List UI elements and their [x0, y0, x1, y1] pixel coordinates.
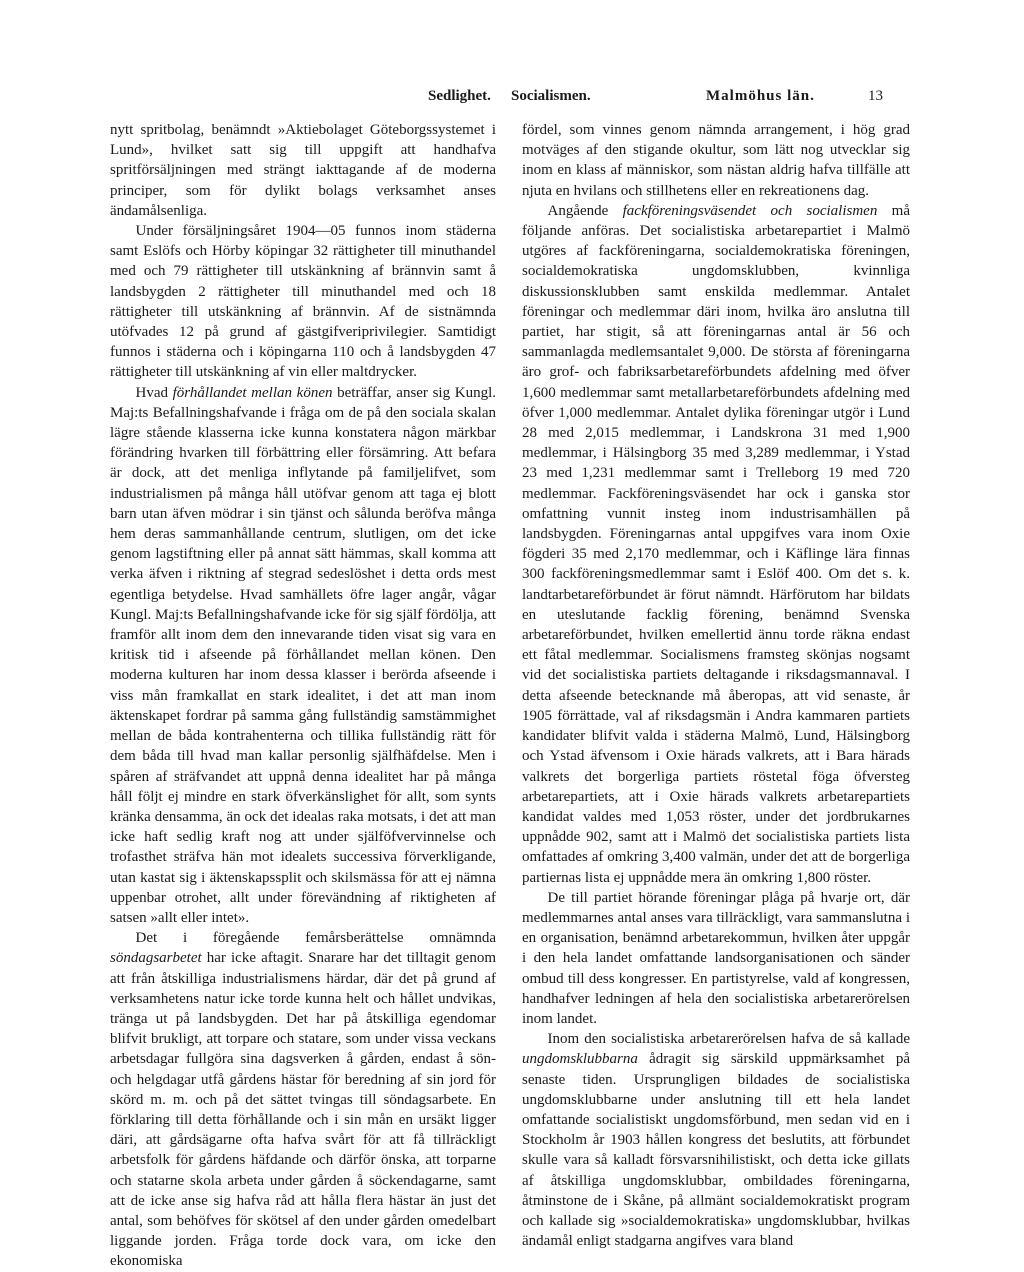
paragraph-ungdomsklubbarna [522, 1029, 910, 1251]
paragraph-text: Angående [547, 202, 623, 219]
paragraph-forsaljningsaret: Under försäljningsåret 1904—05 funnos inom städerna samt Eslöfs och Hörby köpingar 32 rättigheter till minuthandel med och 79 rättigheter till utskänkning af brännvin samt å landsbygden 2 rättigheter till minuthandel med och 18 rättigheter till utskänkning af brännvin. Af de sistnämnda utöfvades 12 på grund af gästgifveriprivilegier. Samtidigt funnos i städerna och i köpingarna 110 och å landsbygden 47 rättigheter till utskänkning af vin eller maltdrycker. [110, 223, 496, 381]
paragraph-forhallandet-mellan-konen [110, 383, 496, 928]
paragraph-text: Hvad [135, 384, 173, 401]
paragraph-text: Det i föregående femårsberättelse omnämnda [135, 930, 496, 947]
emphasized-phrase: fackföreningsväsendet och socialismen [622, 202, 878, 219]
right-column [522, 120, 910, 1251]
page-number: 13 [868, 88, 883, 104]
header-keyword-socialismen: Socialismen. [511, 88, 591, 104]
header-keyword-sedlighet: Sedlighet. [428, 88, 491, 104]
paragraph-text: Inom den socialistiska arbetarerörelsen hafva de så kallade [547, 1031, 910, 1048]
paragraph-fordel: fördel, som vinnes genom nämnda arrangement, i hög grad motväges af den stigande okultur, som lätt nog utvecklar sig inom en klass af människor, som nästan aldrig hafva tillfälle att njuta en hvilans och stillhetens eller en rekreationens dag. [522, 122, 910, 199]
emphasized-phrase: förhållandet mellan könen [172, 384, 333, 401]
running-header [0, 88, 1024, 112]
header-region: Malmöhus län. [706, 88, 815, 104]
paragraph-arbetarekommun: De till partiet hörande föreningar plåga på hvarje ort, där medlemmarnes antal anses vara tillräckligt, vara sammanslutna i en organisation, benämnd arbetarekommun, hvilken åter uppgår i den hela landet omfattande landsorganisationen och sänder ombud till dess kongresser. En partistyrelse, vald af kongressen, handhafver ledningen af hela den socialistiska arbetarerörelsen inom landet. [522, 889, 910, 1027]
paragraph-text: har icke aftagit. Snarare har det tilltagit genom att från åtskilliga industrialismens härdar, där det på grund af verksamhetens natur icke torde kunna helt och hållet undvikas, tränga ut på landsbygden. Det har på åtskilliga egendomar blifvit brukligt, att torpare och statare, som under vissa veckans arbetsdagar fullgöra sina dagsverken å gården, endast å sön- och helgdagar utfå gårdens hästar för beredning af sin jord för skörd m. m. och på det sättet tvingas till söndagsarbete. En förklaring till detta förhållande och i sin mån en ursäkt ligger däri, att gårdsägarne ofta hafva svårt för att få tillräckligt arbetsfolk för gårdens häfdande och därför önska, att torparne och statarne skola arbeta under gården å söckendagarne, samt att de icke anse sig hafva råd att hålla flera hästar än just det antal, som behöfves för skötsel af den under gården omedelbart liggande jorden. Fråga torde dock vara, om icke den ekonomiska [110, 950, 496, 1270]
paragraph-spritbolag: nytt spritbolag, benämndt »Aktiebolaget Göteborgssystemet i Lund», hvilket satt sig till uppgift att handhafva spritförsäljningen med strängt iakttagande af de moderna principer, som för dylikt bolags verksamhet anses ändamålsenliga. [110, 122, 496, 219]
paragraph-fackforeningsvasendet [522, 201, 910, 888]
emphasized-phrase: ungdomsklubbarna [522, 1051, 638, 1068]
paragraph-sondagsarbetet [110, 928, 496, 1271]
paragraph-text: må följande anföras. Det socialistiska arbetarepartiet i Malmö utgöres af fackföreningarna, socialdemokratiska föreningen, socialdemokratiska ungdomsklubben, kvinnliga diskussionsklubben samt enskilda medlemmar. Antalet föreningar och medlemmar däri inom, hvilka äro anslutna till partiet, har stigit, så att föreningarnas antal är 56 och sammanlagda medlemsantalet 9,000. De största af föreningarna äro grof- och fabriksarbetareförbundets afdelning med öfver 1,600 medlemmar samt metallarbetareförbundets afdelning med öfver 1,000 medlemmar. Antalet dylika föreningar utgör i Lund 28 med 2,015 medlemmar, i Landskrona 31 med 1,900 medlemmar, i Hälsingborg 35 med 3,289 medlemmar, i Ystad 23 med 1,231 medlemmar samt i Trelleborg 19 med 720 medlemmar. Fackföreningsväsendet har ock i ganska stor omfattning vunnit insteg inom industrisamhällen på landsbygden. Föreningarnas antal uppgifves vara inom Oxie fögderi 35 med 2,170 medlemmar, och i Käflinge lära finnas 300 fackföreningsmedlemmar samt i Eslöf 400. Om det s. k. landtarbetareförbundet är förut nämndt. Härförutom har bildats en uteslutande facklig förening, benämnd Svenska arbetareförbundet, hvilken emellertid ännu torde räkna endast ett fåtal medlemmar. Socialismens framsteg skönjas nogsamt vid det socialistiska partiets deltagande i riksdagsmannaval. I detta afseende betecknande må åberopas, att vid senaste, år 1905 förrättade, val af riksdagsmän i Andra kammaren partiets kandidater blifvit valda i städerna Malmö, Lund, Hälsingborg och Ystad äfvensom i Oxie härads valkrets, att i Bara härads valkrets det borgerliga partiets röstetal föga öfversteg arbetarepartiets, att i Oxie härads valkrets arbetarepartiets kandidat valdes med 1,053 röster, under det jordbrukarnes uppnådde 902, samt att i Malmö det socialistiska partiets lista omfattades af omkring 3,400 valmän, under det att de borgerliga partiernas lista ej uppnådde mera än omkring 1,800 röster. [522, 202, 910, 886]
paragraph-text: beträffar, anser sig Kungl. Maj:ts Befallningshafvande i fråga om de på den sociala skalan lägre stående klasserna icke kunna konstatera någon märkbar förändring hvarken till förbättring eller försämring. Att befara är dock, att det menliga inflytande på familjelifvet, som industrialismen på många håll utöfvar genom att taga ej blott barn utan äfven mödrar i sin tjänst och sålunda beröfva många hem deras sammanhållande centrum, slutligen, om det icke genom lagstiftning eller på annat sätt hämmas, skall komma att verka äfven i riktning af stegrad sedeslöshet i detta ords mest egentliga betydelse. Hvad samhällets öfre lager angår, vågar Kungl. Maj:ts Befallningshafvande icke för sig själf fördölja, att framför allt inom dem den innevarande tiden visat sig vara en kritisk tid i afseende på förhållandet mellan könen. Den moderna kulturen har inom dessa klasser i berörda afseende i viss mån framkallat en stark idealitet, i det att man inom äktenskapet fordrar på samma gång fullständig samstämmighet mellan de båda kontrahenterna och tillika fullständig rätt för dem båda till hvad man kallar personlig själfhäfdelse. Men i spåren af sträfvandet att uppnå denna idealitet har på många håll följt ej mindre en stark öfverkänslighet för allt, som synts kränka densamma, än ock det idealas raka motsats, i det att man icke haft sedlig kraft nog att under själföfvervinnelse och trofasthet sträfva hän mot idealets successiva förverkligande, utan kastat sig i äktenskapssplit och skilsmässa för att ej nämna uppenbar otrohet, allt under förevändning af riktigheten af satsen »allt eller intet». [110, 384, 496, 926]
paragraph-text: ådragit sig särskild uppmärksamhet på senaste tiden. Ursprungligen bildades de socialistiska ungdomsklubbarne under anslutning till ett hela landet omfattande socialistiskt ungdomsförbund, men sedan vid en i Stockholm år 1903 hållen kongress det beslutits, att förbundet skulle vara så kalladt försvarsnihilistiskt, och detta icke gillats af åtskilliga ungdomsklubbar, ombildades föreningarna, åtminstone de i Skåne, på allmänt socialdemokratiskt program och kallade sig »socialdemokratiska» ungdomsklubbar, hvilkas ändamål enligt stadgarna angifves vara bland [522, 1051, 910, 1250]
left-column [110, 120, 496, 1272]
emphasized-phrase: söndagsarbetet [110, 950, 202, 967]
